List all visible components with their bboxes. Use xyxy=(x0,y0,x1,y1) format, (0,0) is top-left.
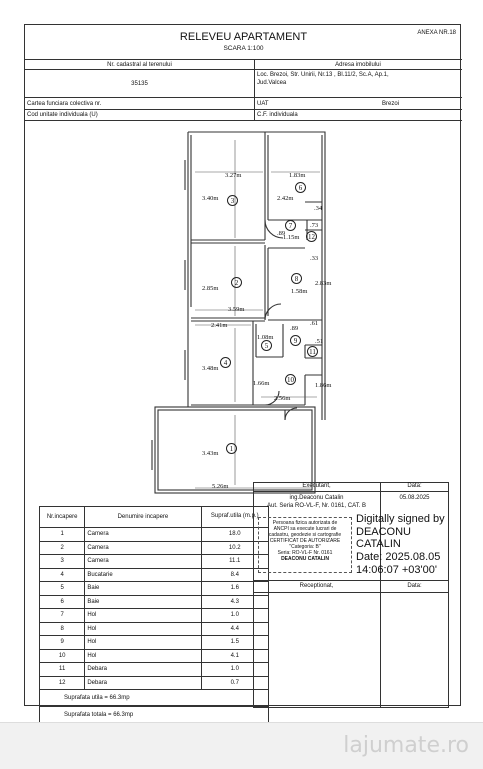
room-area: 1.6 xyxy=(201,582,269,596)
table-row xyxy=(40,622,269,636)
executant-authorization: Aut. Seria RO-VL-F, Nr. 0161, CAT. B xyxy=(267,503,366,509)
room-number: 3 xyxy=(227,195,238,206)
table-row xyxy=(40,528,269,542)
cadastral-value: 35135 xyxy=(131,81,148,87)
room-area: 4.4 xyxy=(201,622,269,636)
room-name: Camera xyxy=(85,541,201,555)
receptionat-label: Receptionat, xyxy=(299,583,334,589)
dim-label: .89 xyxy=(277,230,286,237)
room-nr: 5 xyxy=(40,582,85,596)
dim-label: 2.56m xyxy=(274,395,291,402)
room-number: 2 xyxy=(231,277,242,288)
date-label: Data: xyxy=(407,483,422,489)
dim-label: 3.27m xyxy=(225,172,242,179)
room-area: 1.0 xyxy=(201,663,269,677)
room-name: Debara xyxy=(85,663,201,677)
room-number: 1 xyxy=(226,443,237,454)
dim-label: 2.41m xyxy=(211,322,228,329)
signature-line: DEACONU xyxy=(356,525,412,538)
date-label-2: Data: xyxy=(407,583,422,589)
table-row xyxy=(40,582,269,596)
signature-line: Digitally signed by xyxy=(356,513,445,525)
room-number: 5 xyxy=(261,340,272,351)
authorization-stamp xyxy=(258,517,352,573)
room-number: 10 xyxy=(287,376,294,384)
total-total: Suprafata totala = 66.3mp xyxy=(40,707,269,724)
executant-date: 05.08.2025 xyxy=(399,495,430,501)
room-area: 0.7 xyxy=(201,676,269,690)
dim-label: 2.85m xyxy=(202,285,219,292)
room-area: 1.5 xyxy=(201,636,269,650)
survey-sheet xyxy=(24,24,461,718)
room-name: Camera xyxy=(85,528,201,542)
dim-label: 3.59m xyxy=(228,306,245,313)
table-row xyxy=(40,663,269,677)
total-util: Suprafata utila = 66.3mp xyxy=(40,690,269,707)
dim-label: 2.83m xyxy=(315,280,332,287)
room-number: 11 xyxy=(307,346,318,357)
room-nr: 4 xyxy=(40,568,85,582)
dim-label: .51 xyxy=(315,338,324,345)
annex-number: ANEXA NR.18 xyxy=(417,30,456,36)
dim-label: .73 xyxy=(310,222,319,229)
uat-value: Brezoi xyxy=(382,101,400,107)
room-name: Hol xyxy=(85,622,201,636)
room-area: 1.0 xyxy=(201,609,269,623)
table-row xyxy=(40,595,269,609)
dim-label: 1.15m xyxy=(283,234,300,241)
cf-individuala-label: C.F. individuala xyxy=(257,112,298,118)
room-nr: 11 xyxy=(40,663,85,677)
dim-label: 1.86m xyxy=(315,382,332,389)
column-header: Nr.incapere xyxy=(40,507,85,528)
stamp-line: DEACONU CATALIN xyxy=(281,556,329,562)
room-nr: 7 xyxy=(40,609,85,623)
table-row xyxy=(40,636,269,650)
room-name: Hol xyxy=(85,636,201,650)
room-area: 8.4 xyxy=(201,568,269,582)
stamp-line: ANCPI sa execute lucrari de xyxy=(273,526,337,532)
dim-label: 1.83m xyxy=(289,172,306,179)
table-row xyxy=(40,555,269,569)
room-name: Bucatarie xyxy=(85,568,201,582)
stamp-line: CERTIFICAT DE AUTORIZARE xyxy=(269,538,341,544)
room-number: 12 xyxy=(308,233,315,241)
table-row xyxy=(40,649,269,663)
dim-label: 5.26m xyxy=(212,483,229,490)
room-nr: 2 xyxy=(40,541,85,555)
room-nr: 3 xyxy=(40,555,85,569)
dim-label: .33 xyxy=(310,255,319,262)
dim-label: .34 xyxy=(314,205,323,212)
dim-label: 2.42m xyxy=(277,195,294,202)
sheet-title: RELEVEU APARTAMENT xyxy=(179,31,308,43)
room-nr: 8 xyxy=(40,622,85,636)
table-row xyxy=(40,568,269,582)
column-header: Supraf.utila (m.p.) xyxy=(201,507,269,528)
watermark: lajumate.ro xyxy=(343,733,469,758)
room-name: Camera xyxy=(85,555,201,569)
rooms-table xyxy=(39,506,269,724)
room-nr: 10 xyxy=(40,649,85,663)
signature-line: Date: 2025.08.05 xyxy=(356,550,441,563)
table-total-row xyxy=(40,707,269,724)
room-nr: 12 xyxy=(40,676,85,690)
stamp-line: Persoana fizica autorizata de xyxy=(272,520,338,526)
column-header: Denumire incapere xyxy=(85,507,201,528)
room-area: 18.0 xyxy=(201,528,269,542)
dim-label: 1.08m xyxy=(257,334,274,341)
room-name: Hol xyxy=(85,609,201,623)
stamp-line: "Categoria: B" xyxy=(289,544,321,550)
room-number: 4 xyxy=(220,357,231,368)
room-name: Hol xyxy=(85,649,201,663)
dim-label: .89 xyxy=(290,325,299,332)
dim-label: 1.58m xyxy=(291,288,308,295)
stamp-line: cadastru, geodezie si cartografie xyxy=(268,532,342,538)
room-area: 11.1 xyxy=(201,555,269,569)
table-row xyxy=(40,609,269,623)
dim-label: .61 xyxy=(310,320,319,327)
table-total-row xyxy=(40,690,269,707)
signature-line: 14:06:07 +03'00' xyxy=(356,563,437,576)
table-row xyxy=(40,676,269,690)
cod-unitate-label: Cod unitate individuala (U) xyxy=(27,112,98,118)
table-header-row xyxy=(40,507,269,528)
room-number: 7 xyxy=(285,220,296,231)
dim-label: 3.43m xyxy=(202,450,219,457)
room-area: 4.3 xyxy=(201,595,269,609)
address-line-1: Loc. Brezoi, Str. Unirii, Nr.13 , Bl.11/2, Sc.A, Ap.1, xyxy=(257,72,389,78)
carte-funciara-label: Cartea funciara colectiva nr. xyxy=(27,101,102,107)
cadastral-label: Nr. cadastral al terenului xyxy=(107,62,172,68)
sheet-scale: SCARA 1:100 xyxy=(223,45,264,52)
dim-label: 1.66m xyxy=(253,380,270,387)
room-name: Baie xyxy=(85,582,201,596)
room-nr: 6 xyxy=(40,595,85,609)
dim-label: 3.48m xyxy=(202,365,219,372)
address-line-2: Jud.Valcea xyxy=(257,80,287,86)
room-name: Baie xyxy=(85,595,201,609)
digital-signature xyxy=(356,513,445,576)
uat-label: UAT xyxy=(257,101,269,107)
room-number: 9 xyxy=(290,335,301,346)
room-area: 4.1 xyxy=(201,649,269,663)
room-name: Debara xyxy=(85,676,201,690)
room-number: 6 xyxy=(295,182,306,193)
table-row xyxy=(40,541,269,555)
room-nr: 9 xyxy=(40,636,85,650)
address-label: Adresa imobilului xyxy=(335,62,381,68)
room-number: 8 xyxy=(291,273,302,284)
bottom-bar xyxy=(0,722,483,769)
dim-label: 3.40m xyxy=(202,195,219,202)
room-nr: 1 xyxy=(40,528,85,542)
executant-label: Executant, xyxy=(302,483,331,489)
room-area: 10.2 xyxy=(201,541,269,555)
executant-name: ing.Deaconu Catalin xyxy=(289,495,344,501)
stamp-line: Seria: RO-VL-F Nr. 0161 xyxy=(277,550,333,556)
signature-line: CATALIN xyxy=(356,538,401,551)
